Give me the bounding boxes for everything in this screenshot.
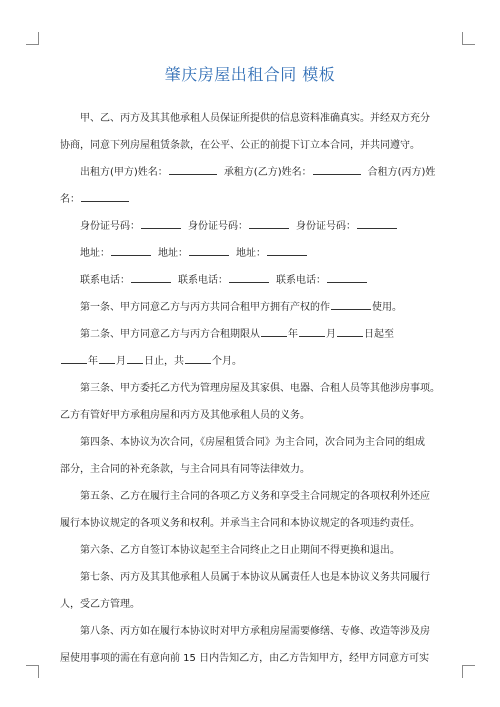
article-4: 第四条、本协议为次合同，《房屋租赁合同》为主合同，次合同为主合同的组成 <box>80 437 425 448</box>
blank-field <box>141 216 181 229</box>
article-3-line-2: 乙方有管好甲方承租房屋和丙方及其他承租人员的义务。 <box>60 410 310 421</box>
addr-label-c: 地址： <box>236 248 266 259</box>
id-label-b: 身份证号码： <box>188 221 248 232</box>
months-label: 个月。 <box>212 356 242 367</box>
party-c-label-2: 名： <box>60 194 80 205</box>
crop-mark-bottom-left <box>26 665 39 678</box>
article-5: 第五条、乙方在履行主合同的各项乙方义务和享受主合同规定的各项权利外还应 <box>80 491 430 502</box>
article-6: 第六条、乙方自签订本协议起至主合同终止之日止期间不得更换和退出。 <box>80 545 400 556</box>
article-2-text: 第二条、甲方同意乙方与丙方合租期限从 <box>80 329 260 340</box>
blank-field <box>131 270 171 283</box>
day-to-label: 日止，共 <box>144 356 184 367</box>
blank-field <box>249 216 289 229</box>
blank-field <box>111 243 151 256</box>
blank-field <box>189 243 229 256</box>
party-a-label: 出租方(甲方)姓名： <box>80 167 168 178</box>
blank-field <box>357 216 397 229</box>
article-1-text: 第一条、甲方同意乙方与丙方共同合租甲方拥有产权的作 <box>80 302 330 313</box>
blank-field <box>61 351 87 364</box>
article-1-text-end: 使用。 <box>372 302 402 313</box>
month-label: 月 <box>326 329 336 340</box>
parties-line-2 <box>60 186 440 213</box>
article-8: 第八条、丙方如在履行本协议时对甲方承租房屋需要修缮、专修、改造等涉及房 <box>80 626 430 637</box>
blank-field <box>313 162 361 175</box>
text-line: 甲、乙、丙方及其其他承租人员保证所提供的信息资料准确真实。并经双方充分 <box>80 113 430 124</box>
month-label: 月 <box>116 356 126 367</box>
article-2-line-2 <box>60 348 440 375</box>
year-label: 年 <box>88 356 98 367</box>
document-title: 肇庆房屋出租合同 模板 <box>164 65 336 84</box>
blank-field <box>261 324 287 337</box>
id-label-c: 身份证号码： <box>296 221 356 232</box>
addr-label-a: 地址： <box>80 248 110 259</box>
text-line: 协商，同意下列房屋租赁条款，在公平、公正的前提下订立本合同，并共同遵守。 <box>60 140 420 151</box>
article-5-line-2: 履行本协议规定的各项义务和权利。并承当主合同和本协议规定的各项违约责任。 <box>60 518 420 529</box>
article-7: 第七条、丙方及其其他承租人员属于本协议从属责任人也是本协议义务共同履行 <box>80 572 430 583</box>
phone-label-b: 联系电话： <box>178 275 228 286</box>
blank-field <box>127 351 143 364</box>
article-3: 第三条、甲方委托乙方代为管理房屋及其家俱、电器、合租人员等其他涉房事项。 <box>80 383 440 394</box>
address-line <box>60 240 440 267</box>
blank-field <box>331 297 371 310</box>
blank-field <box>169 162 217 175</box>
article-4-line-2: 部分，主合同的补充条款，与主合同具有同等法律效力。 <box>60 464 310 475</box>
intro-paragraph <box>60 105 440 672</box>
id-line <box>60 213 440 240</box>
article-2 <box>60 321 440 348</box>
crop-mark-top-left <box>26 32 39 45</box>
phone-label-c: 联系电话： <box>276 275 326 286</box>
day-from-label: 日起至 <box>364 329 394 340</box>
year-label: 年 <box>288 329 298 340</box>
phone-label-a: 联系电话： <box>80 275 130 286</box>
blank-field <box>185 351 211 364</box>
crop-mark-bottom-right <box>462 665 475 678</box>
blank-field <box>299 324 325 337</box>
article-7-line-2: 人，受乙方管理。 <box>60 599 140 610</box>
phone-line <box>60 267 440 294</box>
blank-field <box>327 270 367 283</box>
parties-line <box>60 159 440 186</box>
blank-field <box>267 243 307 256</box>
party-c-label: 合租方(丙方)姓 <box>367 167 436 178</box>
article-1 <box>60 294 440 321</box>
blank-field <box>229 270 269 283</box>
blank-field <box>337 324 363 337</box>
id-label-a: 身份证号码： <box>80 221 140 232</box>
addr-label-b: 地址： <box>158 248 188 259</box>
blank-field <box>81 189 129 202</box>
crop-mark-top-right <box>462 32 475 45</box>
party-b-label: 承租方(乙方)姓名： <box>223 167 312 178</box>
article-8-line-2: 屋使用事项的需在有意向前 15 日内告知乙方，由乙方告知甲方，经甲方同意方可实 <box>60 653 430 664</box>
blank-field <box>99 351 115 364</box>
